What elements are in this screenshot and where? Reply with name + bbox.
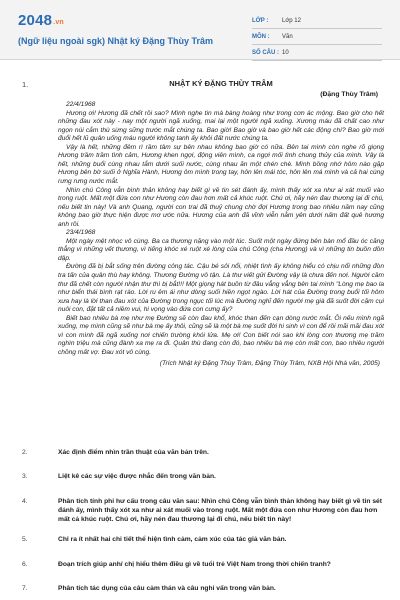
- meta-info: [252, 14, 382, 62]
- meta-value: Lớp 12: [282, 18, 301, 24]
- diary-date: 22/4/1968: [66, 101, 96, 109]
- meta-label: SỐ CÂU :: [252, 50, 279, 56]
- question-text: Đoạn trích giúp anh/ chị hiểu thêm điều gì về tuổi trẻ Việt Nam trong thời chiến tranh?: [58, 561, 331, 568]
- diary-date: 23/4/1968: [66, 229, 96, 237]
- question-number: 3.: [22, 473, 28, 480]
- meta-value: 10: [282, 50, 289, 56]
- logo-main: 2048: [18, 12, 53, 29]
- question-item: [22, 560, 384, 569]
- meta-label: LỚP :: [252, 18, 269, 24]
- question-item: [22, 535, 384, 544]
- passage-author: (Đặng Thùy Trâm): [320, 90, 378, 98]
- question-number: 5.: [22, 536, 28, 543]
- question-number: 1.: [22, 80, 29, 89]
- passage-title: NHẬT KÝ ĐẶNG THÙY TRÂM: [169, 79, 273, 88]
- passage-paragraph: Vậy là hết, những đêm rì rầm tâm sự bên nhau không bao giờ có nữa. Bên tai mình còn nghe rõ giọng Hương trầm trầm tình cảm, Hương khen ngợi, động viên mình, ca ngợi mối tình chung thủy của mình. Vậy là hết, những buổi cùng nhau tắm dưới suối nước, cùng nhau ăn một chén chè. Mình bồng nhớ hôm nào gặp Hương bên bờ suối ở Nghĩa Hành, Hương ôm mình trong tay, hôn lên mái tóc, hôn lên má mình và cả hai cùng rưng rưng nước mắt.: [58, 143, 384, 186]
- question-number: 2.: [22, 449, 28, 456]
- question-number: 6.: [22, 561, 28, 568]
- meta-row-question-count: [252, 46, 382, 61]
- passage-paragraph: Biết bao nhiêu bà mẹ như mẹ Đường sẽ còn đau khổ, khóc than đến cạn dòng nước mắt. Ôi nếu mình ngã xuống, mẹ mình cũng sẽ như bà mẹ ấy thôi, cũng sẽ là một bà mẹ suốt đời hi sinh vì con để rồi mãi mãi đau xót vì con mình đã ngã xuống nơi chiến trường khói lửa. Mẹ ơi! Con biết nói sao khi lòng con thương mẹ trăm nghìn triệu mà cũng đành xa mẹ ra đi. Quân thù đang còn đó, bao nhiêu bà mẹ còn mất con, bao nhiêu người chồng mất vợ. Đau xót vô cùng.: [58, 314, 384, 356]
- question-text: Chỉ ra ít nhất hai chi tiết thể hiện tình cảm, cảm xúc của tác giả văn bản.: [58, 536, 287, 543]
- meta-value: Văn: [282, 34, 293, 40]
- passage-paragraph: Nhìn chú Công vẫn bình thản không hay biết gì về tin sét đánh ấy, mình thấy xót xa như ai xát muối vào trong ruột. Mất một đứa con như Hương còn đau hơn mất cả khúc ruột. Chú ơi, hãy nén đau thương lại đi chú, nếu biết tin này! Và anh Quang, người con trai đã thuỷ chung chờ đợi Hương trong bao nhiêu năm nay cũng không bao giờ thực hiện được mơ ước nữa. Hương của anh đã vĩnh viễn nằm yên dưới nấm đất quê hương anh rồi.: [58, 186, 384, 228]
- question-text: Liệt kê các sự việc được nhắc đến trong văn bản.: [58, 473, 216, 480]
- question-text: Phân tích tác dụng của câu cảm thán và câu nghi vấn trong văn bản.: [58, 585, 276, 592]
- question-number: 4.: [22, 498, 28, 505]
- passage-paragraph: Đường đã bị bắt sống trên đường công tác. Cậu bé sôi nổi, nhiệt tình ấy không hiểu có chịu nổi những đòn tra tấn của quân thù hay không. Thương Đường vô tận. Là thư viết gửi Đường vậy là chưa đến nơi. Người cầm thư đã chết còn người nhận thư thì bị bắt!!! Một giọng hát buồn từ đâu vẳng vẳng bên tai mình "Lòng mẹ bao la như biển thái bình rạt rào. Lời ru êm ái như dòng suối hiền ngọt ngào. Lời hát của Đường trong buổi tối hôm xưa hay là lời than đau xót của Đường trong ngục tối lúc mà Đường nghĩ đến người mẹ già đã suốt đời cặm cụi nuôi con, đặt tất cả niềm vui, hi vọng vào đứa con cưng ấy?: [58, 263, 384, 314]
- question-text: Phân tích tính phi hư cấu trong câu văn sau: Nhìn chú Công vẫn bình thản không hay biết gì về tin sét đánh ấy, mình thấy xót xa như ai xát muối vào trong ruột. Mất một đứa con như Hương còn đau hơn mất cả khúc ruột. Chú ơi, hãy nén đau thương lại đi chú, nếu biết tin này!: [58, 498, 383, 523]
- passage-paragraph: Một ngày mệt nhọc vô cùng. Ba ca thương nặng vào một lúc. Suốt một ngày đứng bên bàn mổ đầu óc căng thẳng vì những vết thương, vì tiếng khóc xé ruột xé lòng của chú Công (cha Hương) và vì những tin buồn dồn dập.: [58, 237, 384, 262]
- question-item: [22, 448, 384, 457]
- meta-row-subject: [252, 30, 382, 45]
- question-text: Xác định điểm nhìn trần thuật của văn bản trên.: [58, 449, 209, 456]
- passage-source: (Trích Nhật ký Đặng Thùy Trâm, Đặng Thùy Trâm, NXB Hội Nhà văn, 2005): [159, 359, 380, 367]
- question-number: 7.: [22, 585, 28, 592]
- passage-paragraph: Hương ơi! Hương đã chết rồi sao? Mình nghe tin mà bàng hoàng như trong cơn ác mộng. Bao giờ cho hết những đau xót này - nay một người ngã xuống, mai lại một người ngã xuống. Xương máu đã chất cao như ngọn núi cắm thù sừng sững trước mắt chúng ta. Bao giờ! Bao giờ và bao giờ hết các động chí? Bao giờ mới đuổi hết lũ quân uống máu người không tanh ấy khỏi đất nước chúng ta.: [58, 109, 384, 143]
- site-logo[interactable]: [18, 12, 64, 29]
- page-header: [0, 0, 400, 60]
- question-item: [22, 584, 384, 593]
- reading-passage: [58, 80, 384, 368]
- logo-suffix: .vn: [53, 19, 64, 26]
- document-subtitle: (Ngữ liệu ngoài sgk) Nhật ký Đặng Thùy Trâm: [18, 36, 214, 46]
- question-item: [22, 472, 384, 481]
- meta-label: MÔN :: [252, 34, 270, 40]
- meta-row-class: [252, 14, 382, 29]
- question-item: [22, 497, 384, 524]
